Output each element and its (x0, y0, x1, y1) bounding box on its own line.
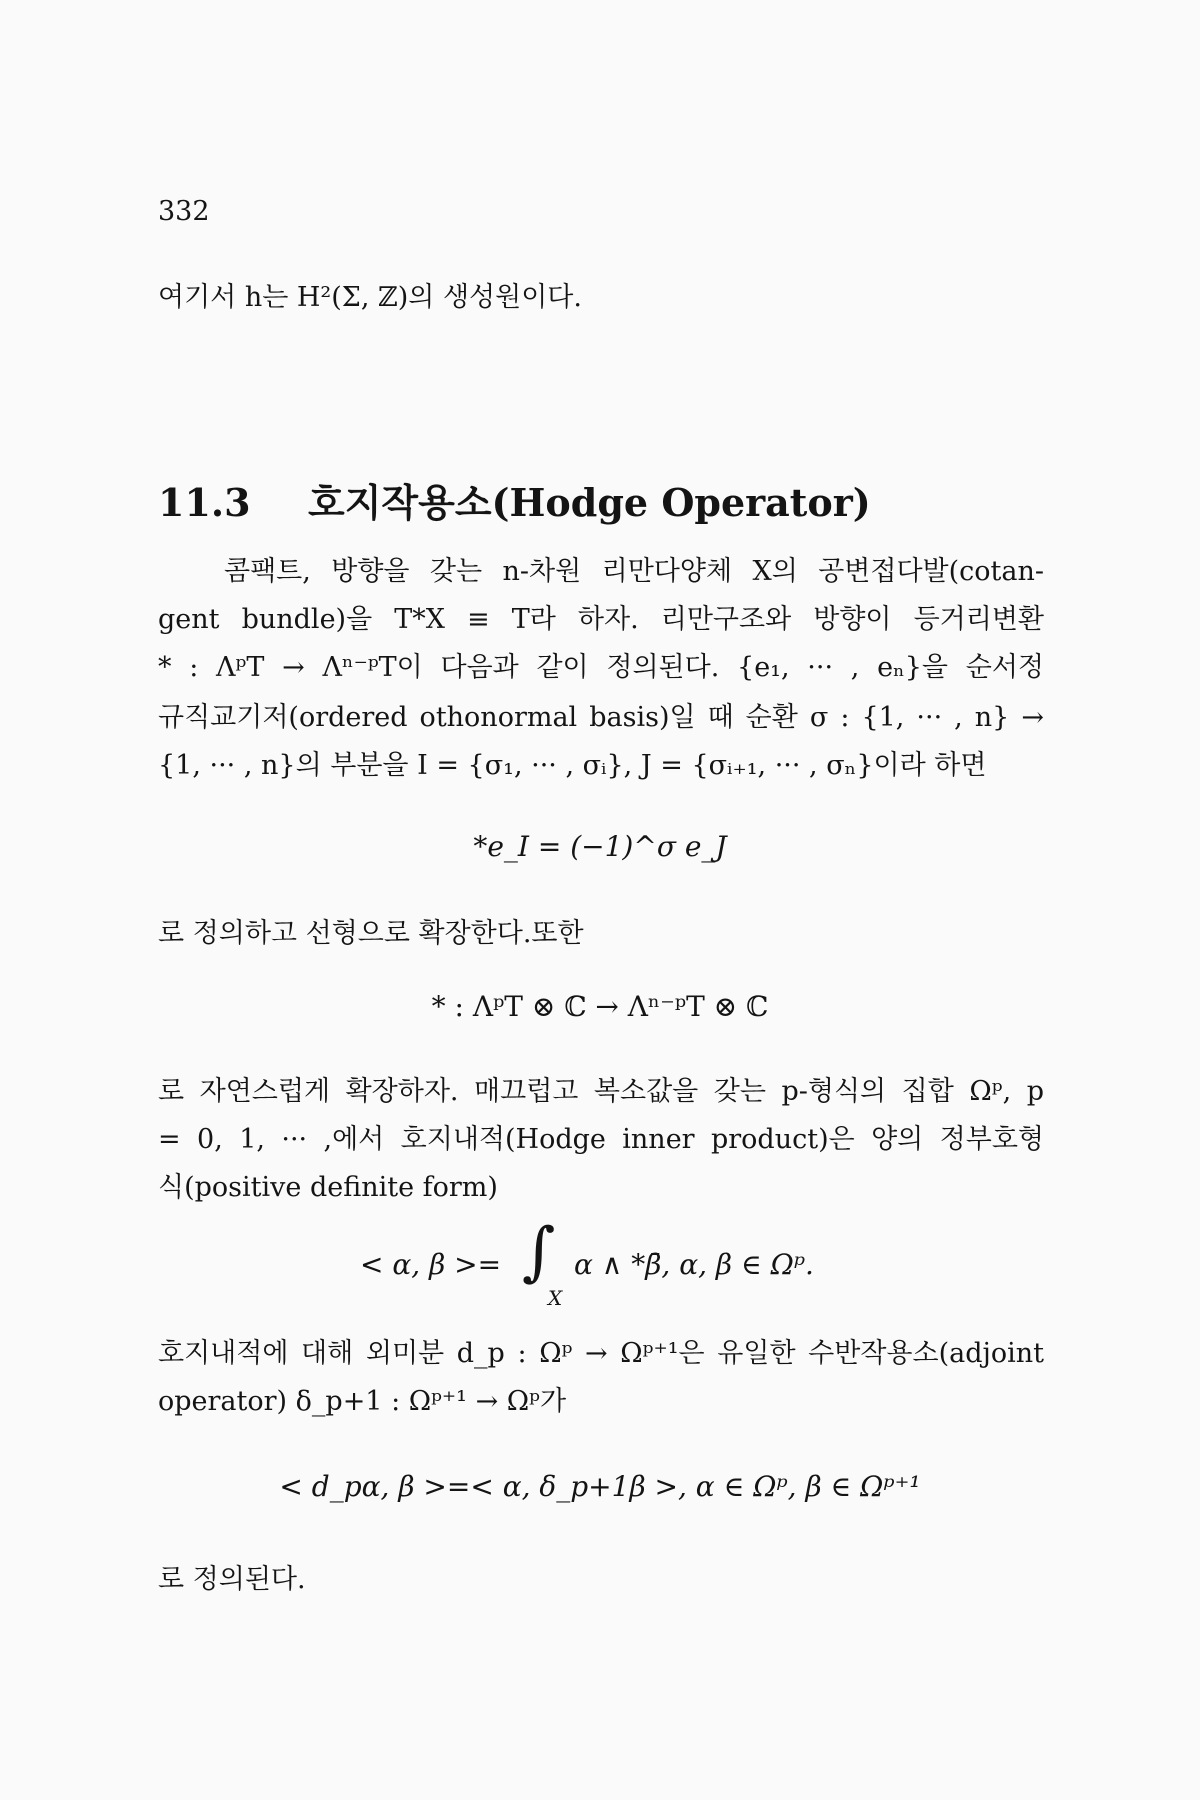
equation-complex-extension: * : ΛᵖT ⊗ ℂ → Λⁿ⁻ᵖT ⊗ ℂ (431, 990, 769, 1023)
para2-line1: 로 자연스럽게 확장하자. 매끄럽고 복소값을 갖는 p-형식의 집합 Ωᵖ, p (158, 1076, 1044, 1107)
line-after-eq1: 로 정의하고 선형으로 확장한다.또한 (158, 918, 584, 949)
section-number: 11.3 (158, 480, 251, 525)
inner-product-left: < α, β >= (360, 1248, 502, 1281)
equation-adjoint-operator: < d_pα, β >=< α, δ_p+1β >, α ∈ Ωᵖ, β ∈ Ωᵖ⁺¹ (279, 1470, 921, 1503)
integral-domain: X (548, 1286, 563, 1310)
intro-line: 여기서 h는 H²(Σ, ℤ)의 생성원이다. (158, 282, 582, 313)
para1-line3: * : ΛᵖT → Λⁿ⁻ᵖT이 다음과 같이 정의된다. {e₁, ··· , eₙ}을 순서정 (158, 652, 1044, 683)
para3-line2: operator) δ_p+1 : Ωᵖ⁺¹ → Ωᵖ가 (158, 1386, 567, 1417)
para1-line2: gent bundle)을 T*X ≡ T라 하자. 리만구조와 방향이 등거리변환 (158, 604, 1044, 635)
closing-line: 로 정의된다. (158, 1564, 306, 1595)
inner-product-right: α ∧ *β̄, α, β ∈ Ωᵖ. (574, 1248, 814, 1281)
para1-line1: 콤팩트, 방향을 갖는 n-차원 리만다양체 X의 공변접다발(cotan- (224, 556, 1044, 587)
section-heading (158, 472, 871, 527)
equation-hodge-star-basis: *e_I = (−1)^σ e_J (473, 830, 727, 863)
para3-line1: 호지내적에 대해 외미분 d_p : Ωᵖ → Ωᵖ⁺¹은 유일한 수반작용소(adjoint (158, 1338, 1044, 1369)
para2-line3: 식(positive definite form) (158, 1172, 498, 1203)
equation-hodge-inner-product (360, 1215, 920, 1320)
section-title: 호지작용소(Hodge Operator) (308, 480, 871, 525)
para2-line2: = 0, 1, ··· ,에서 호지내적(Hodge inner product)은 양의 정부호형 (158, 1124, 1044, 1155)
para1-line4: 규직교기저(ordered othonormal basis)일 때 순환 σ : {1, ··· , n} → (158, 702, 1044, 733)
para1-line5: {1, ··· , n}의 부분을 I = {σ₁, ··· , σᵢ}, J = {σᵢ₊₁, ··· , σₙ}이라 하면 (158, 750, 987, 781)
integral-sign: ∫ (522, 1215, 556, 1289)
page-number: 332 (158, 196, 210, 227)
